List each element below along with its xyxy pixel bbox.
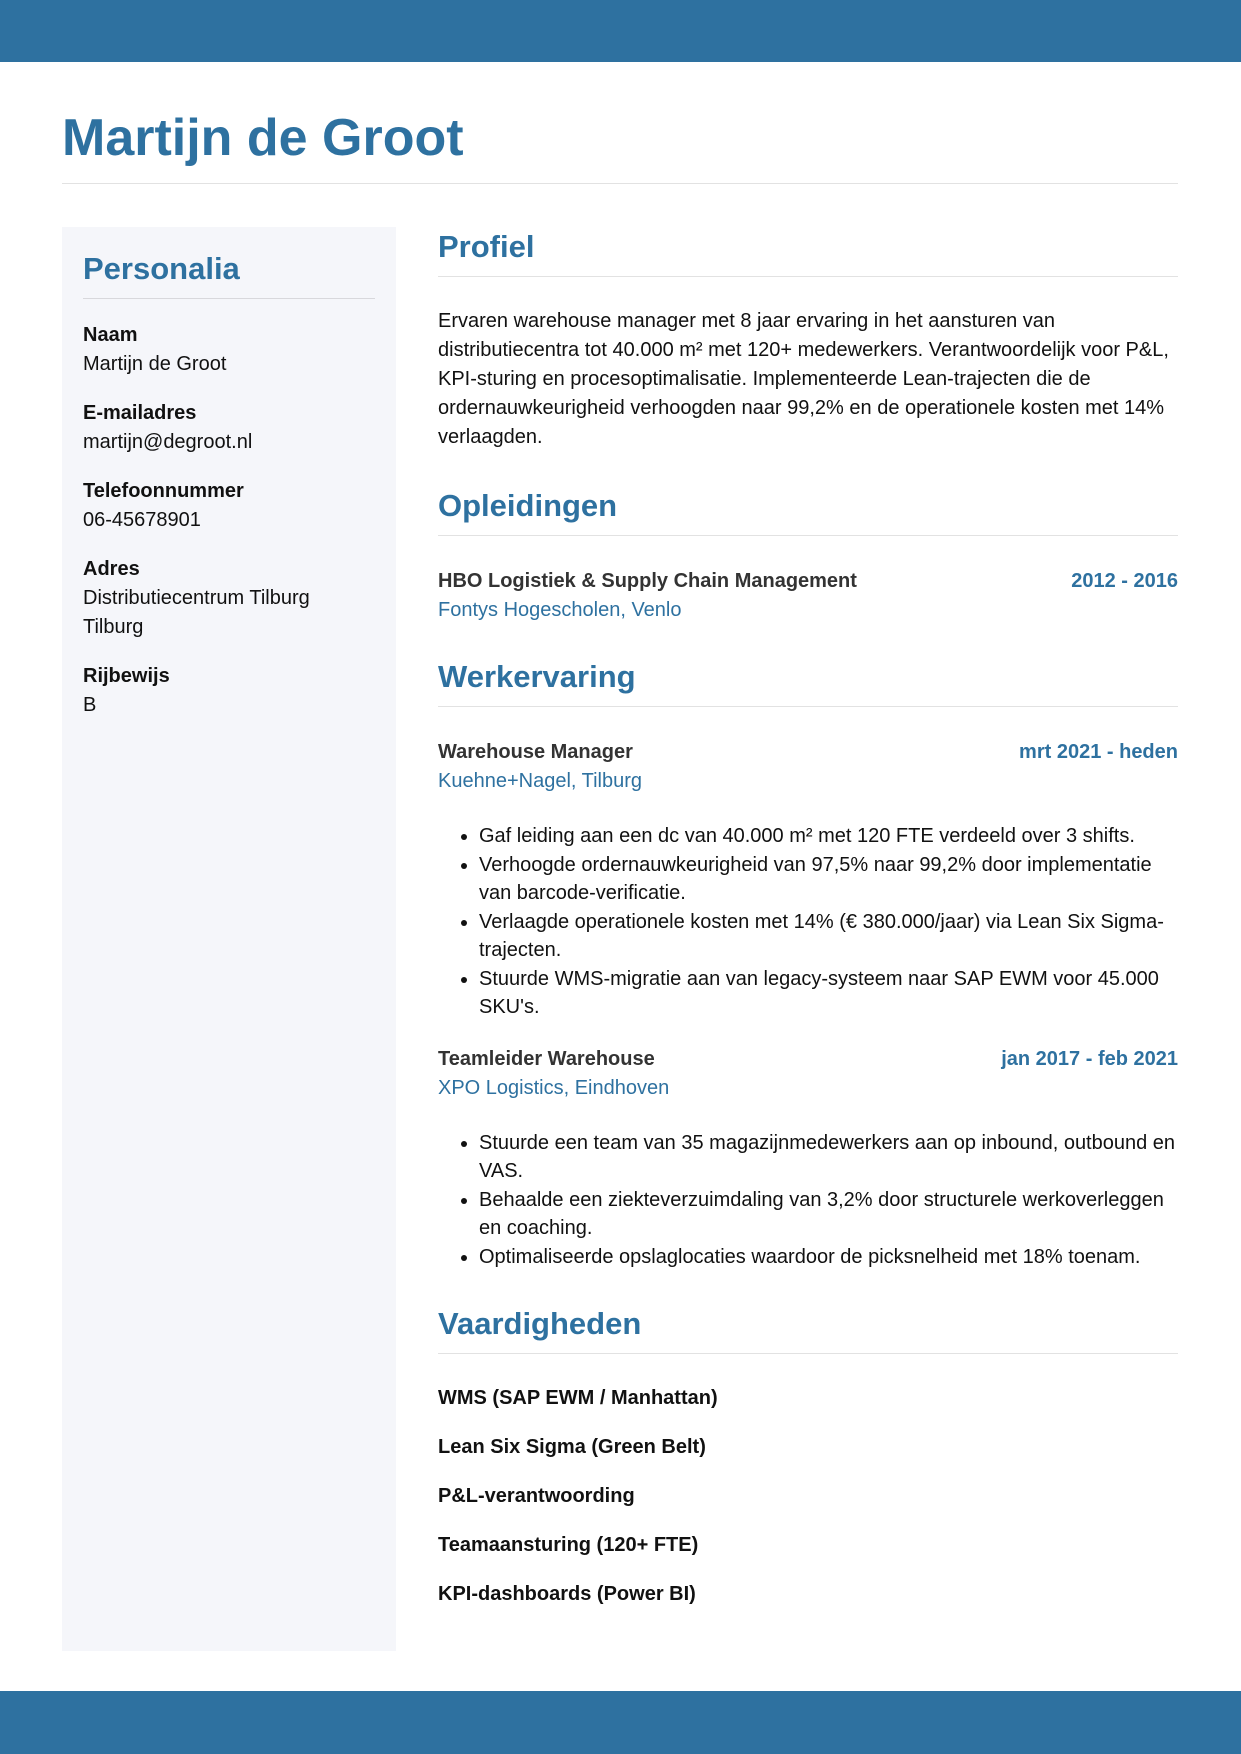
experience-entry — [438, 1045, 1178, 1272]
email-value: martijn@degroot.nl — [83, 431, 253, 453]
personal-details-sidebar — [62, 227, 396, 1651]
list-item: • Verhoogde ordernauwkeurigheid van 97,5% naar 99,2% door implementatie van barcode-verificatie. — [479, 851, 1178, 908]
achievement-list — [438, 822, 1178, 1022]
field-value: B — [83, 694, 97, 716]
list-item: • Optimaliseerde opslaglocaties waardoor de picksnelheid met 18% toenam. — [479, 1243, 1178, 1272]
list-item: • Stuurde een team van 35 magazijnmedewerkers aan op inbound, outbound en VAS. — [479, 1129, 1178, 1186]
address-line-1: Distributiecentrum Tilburg — [83, 587, 310, 609]
sidebar-divider — [83, 298, 375, 299]
phone-value: 06-45678901 — [83, 509, 201, 531]
field-label: Rijbewijs — [83, 665, 170, 687]
section-divider — [438, 1353, 1178, 1354]
field-email — [83, 399, 375, 457]
field-label: Telefoonnummer — [83, 480, 244, 502]
field-address — [83, 555, 375, 642]
entry-header — [438, 738, 1178, 767]
field-label: Naam — [83, 324, 138, 346]
entry-header — [438, 567, 1178, 596]
list-item: • Behaalde een ziekteverzuimdaling van 3,2% door structurele werkoverleggen en coaching. — [479, 1186, 1178, 1243]
section-heading-skills: Vaardigheden — [438, 1306, 642, 1341]
list-item: • Verlaagde operationele kosten met 14% (€ 380.000/jaar) via Lean Six Sigma-trajecten. — [479, 908, 1178, 965]
entry-title: Teamleider Warehouse — [438, 1047, 655, 1070]
skills-list — [438, 1384, 1178, 1609]
section-heading-education: Opleidingen — [438, 488, 618, 523]
profile-section — [438, 224, 1178, 452]
skill-item: P&L-verantwoording — [438, 1485, 635, 1507]
field-license — [83, 662, 375, 720]
footer-band — [0, 1691, 1241, 1754]
experience-entry — [438, 738, 1178, 1022]
sidebar-heading: Personalia — [83, 251, 240, 286]
achievement-list — [438, 1129, 1178, 1272]
field-phone — [83, 477, 375, 535]
education-entry — [438, 567, 1178, 625]
list-item: • Gaf leiding aan een dc van 40.000 m² met 120 FTE verdeeld over 3 shifts. — [479, 822, 1178, 851]
entry-organization: Fontys Hogescholen, Venlo — [438, 599, 682, 621]
skill-item: Lean Six Sigma (Green Belt) — [438, 1436, 706, 1458]
entry-organization: XPO Logistics, Eindhoven — [438, 1076, 670, 1099]
profile-text: Ervaren warehouse manager met 8 jaar ervaring in het aansturen van distributiecentra tot 40.000 m² met 120+ medewerkers. Verantwoordelijk voor P&L, KPI-sturing en procesoptimalisatie. Implementeerde Lean-trajecten die de ordernauwkeurigheid verhoogden naar 99,2% en de operationele kosten met 14% verlaagden. — [438, 310, 1169, 448]
section-heading-experience: Werkervaring — [438, 659, 636, 694]
section-divider — [438, 706, 1178, 707]
section-divider — [438, 535, 1178, 536]
entry-dates: 2012 - 2016 — [1071, 570, 1178, 592]
section-heading-profile: Profiel — [438, 229, 535, 264]
main-content — [438, 224, 1178, 1629]
skill-item: KPI-dashboards (Power BI) — [438, 1583, 696, 1605]
skill-item: WMS (SAP EWM / Manhattan) — [438, 1387, 718, 1409]
skills-section — [438, 1301, 1178, 1609]
skill-item: Teamaansturing (120+ FTE) — [438, 1534, 699, 1556]
education-section — [438, 483, 1178, 625]
entry-header — [438, 1045, 1178, 1074]
field-value: Martijn de Groot — [83, 353, 227, 375]
entry-dates: jan 2017 - feb 2021 — [1001, 1047, 1178, 1070]
experience-section — [438, 654, 1178, 1271]
title-divider — [62, 183, 1178, 184]
list-item: • Stuurde WMS-migratie aan van legacy-systeem naar SAP EWM voor 45.000 SKU's. — [479, 965, 1178, 1022]
entry-organization: Kuehne+Nagel, Tilburg — [438, 770, 643, 792]
field-label: Adres — [83, 558, 140, 580]
field-name — [83, 321, 375, 379]
header-band — [0, 0, 1241, 62]
section-divider — [438, 276, 1178, 277]
entry-dates: mrt 2021 - heden — [1019, 741, 1178, 763]
field-label: E-mailadres — [83, 402, 197, 424]
page-title: Martijn de Groot — [62, 109, 464, 167]
address-line-2: Tilburg — [83, 616, 144, 638]
entry-title: Warehouse Manager — [438, 741, 633, 763]
entry-title: HBO Logistiek & Supply Chain Management — [438, 570, 857, 592]
